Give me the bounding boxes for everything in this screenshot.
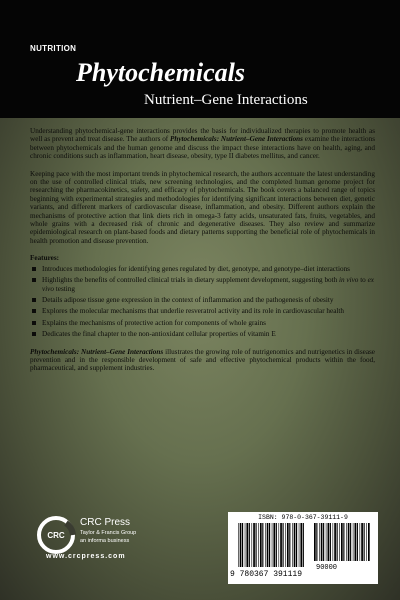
barcode-bar xyxy=(265,523,266,567)
features-list xyxy=(30,265,375,339)
ean-barcode xyxy=(238,523,306,567)
barcode-bar xyxy=(366,523,367,561)
barcode-bar xyxy=(303,523,304,567)
barcode-bar xyxy=(299,523,300,567)
intro-paragraph: Understanding phytochemical-gene interactions provides the basis for individualized therapies to promote health as well as prevent and treat disease. The authors of Phytochemicals: Nutrient–Gene Interactions examine the interactions between phytochemicals and the human genome and discuss the impact these interactions have on health, aging, and chronic conditions such as inflammation, heart disease, obesity, type II diabetes mellitus, and cancer. xyxy=(30,127,376,161)
barcode-bar xyxy=(238,523,239,567)
barcode-bar xyxy=(269,523,270,567)
features-heading: Features: xyxy=(30,254,60,263)
barcode-bar xyxy=(361,523,363,561)
barcode-bar xyxy=(256,523,257,567)
crc-logo-text: CRC xyxy=(47,531,65,540)
barcode-bar xyxy=(245,523,246,567)
isbn-label: ISBN: 978-0-367-39111-9 xyxy=(258,514,348,521)
addon-barcode xyxy=(314,523,370,561)
barcode-bar xyxy=(321,523,323,561)
list-item: Introduces methodologies for identifying genes regulated by diet, genotype, and genotype–diet interactions xyxy=(30,265,375,273)
list-item: Explores the molecular mechanisms that underlie resveratrol activity and its role in cardiovascular health xyxy=(30,307,375,315)
bullet-icon xyxy=(32,278,36,282)
barcode-bar xyxy=(296,523,297,567)
barcode-bar xyxy=(267,523,269,567)
barcode-bar xyxy=(334,523,336,561)
barcode-bar xyxy=(252,523,253,567)
barcode-bar xyxy=(368,523,370,561)
publisher-name: CRC Press xyxy=(80,517,131,528)
publisher-group: Taylor & Francis Group xyxy=(80,530,137,536)
barcode-bar xyxy=(341,523,343,561)
barcode-bar xyxy=(314,523,316,561)
barcode-bar xyxy=(343,523,344,561)
publisher-block xyxy=(36,515,176,575)
barcode-bar xyxy=(348,523,350,561)
list-item: Details adipose tissue gene expression in the context of inflammation and the pathogenesis of obesity xyxy=(30,296,375,304)
barcode-bar xyxy=(246,523,248,567)
barcode-bar xyxy=(294,523,296,567)
barcode-bar xyxy=(287,523,289,567)
barcode-bar xyxy=(279,523,280,567)
barcode-bar xyxy=(240,523,242,567)
barcode-bar xyxy=(262,523,263,567)
overview-paragraph: Keeping pace with the most important trends in phytochemical research, the authors accentuate the latest understanding on the use of controlled clinical trials, new screening technologies, and the completed human genome project for researching the pharmacokinetics, safety, and efficacy of phytochemicals. The book covers a balanced range of topics beginning with experimental strategies and methodologies for identifying significant interactions between diet, genetic variants, and different markers of cardiovascular disease, inflammation, and obesity. Different authors explain the mechanisms of protective action that link diets rich in omega-3 fatty acids, unsaturated fats, fruits, vegetables, and whole grains with a decreased risk of chronic and degenerative diseases. They also review and summarize epidemiological research on plant-based foods and dietary patterns supporting the beneficial role of phytochemicals in health promotion and disease prevention. xyxy=(30,169,375,245)
barcode-bar xyxy=(364,523,365,561)
closing-paragraph: Phytochemicals: Nutrient–Gene Interactions illustrates the growing role of nutrigenomics and nutrigenetics in disease prevention and in the responsible development of safe and effective phytochemical products within the food, pharmaceutical, and supplement industries. xyxy=(30,347,375,373)
bullet-icon xyxy=(32,309,36,313)
list-item: Dedicates the final chapter to the non-antioxidant cellular properties of vitamin E xyxy=(30,330,375,338)
intro-title-reference: Phytochemicals: Nutrient–Gene Interactions xyxy=(169,135,303,144)
barcode-bar xyxy=(355,523,357,561)
barcode-bar xyxy=(330,523,331,561)
book-title: Phytochemicals xyxy=(76,58,245,87)
ean-digits: 9 780367 391119 xyxy=(230,570,303,579)
bullet-icon xyxy=(32,321,36,325)
barcode-bar xyxy=(339,523,340,561)
bullet-icon xyxy=(32,267,36,271)
description-text xyxy=(30,127,375,382)
title-header-band xyxy=(0,0,400,118)
barcode-bar xyxy=(326,523,327,561)
publisher-url: www.crcpress.com xyxy=(46,553,126,560)
barcode-bar xyxy=(346,523,347,561)
barcode-bar xyxy=(280,523,282,567)
barcode-bar xyxy=(337,523,338,561)
publisher-business: an informa business xyxy=(80,538,130,544)
crc-logo-icon xyxy=(36,515,76,555)
barcode-bar xyxy=(328,523,330,561)
category-label: NUTRITION xyxy=(30,44,77,53)
barcode-bar xyxy=(249,523,250,567)
barcode-bar xyxy=(353,523,354,561)
addon-digits: 90000 xyxy=(316,564,338,572)
barcode-bar xyxy=(357,523,358,561)
barcode-bar xyxy=(292,523,293,567)
list-item: Explains the mechanisms of protective action for components of whole grains xyxy=(30,319,375,327)
barcode-bar xyxy=(289,523,290,567)
barcode-bar xyxy=(276,523,277,567)
barcode-box xyxy=(228,512,378,584)
barcode-bar xyxy=(242,523,243,567)
barcode-bar xyxy=(319,523,320,561)
barcode-bar xyxy=(323,523,324,561)
barcode-bar xyxy=(253,523,255,567)
bullet-icon xyxy=(32,332,36,336)
barcode-bar xyxy=(300,523,302,567)
barcode-bar xyxy=(258,523,259,567)
bullet-icon xyxy=(32,298,36,302)
barcode-bar xyxy=(260,523,262,567)
barcode-bar xyxy=(273,523,275,567)
barcode-bar xyxy=(316,523,317,561)
book-subtitle: Nutrient–Gene Interactions xyxy=(144,92,308,108)
closing-title-reference: Phytochemicals: Nutrient–Gene Interactions xyxy=(30,347,164,356)
barcode-bar xyxy=(283,523,284,567)
barcode-bar xyxy=(333,523,334,561)
barcode-bar xyxy=(350,523,351,561)
barcode-bar xyxy=(360,523,361,561)
barcode-bar xyxy=(272,523,273,567)
barcode-bar xyxy=(285,523,286,567)
list-item: Highlights the benefits of controlled clinical trials in dietary supplement development, suggesting both in vivo to ex vivo testing xyxy=(30,276,375,293)
